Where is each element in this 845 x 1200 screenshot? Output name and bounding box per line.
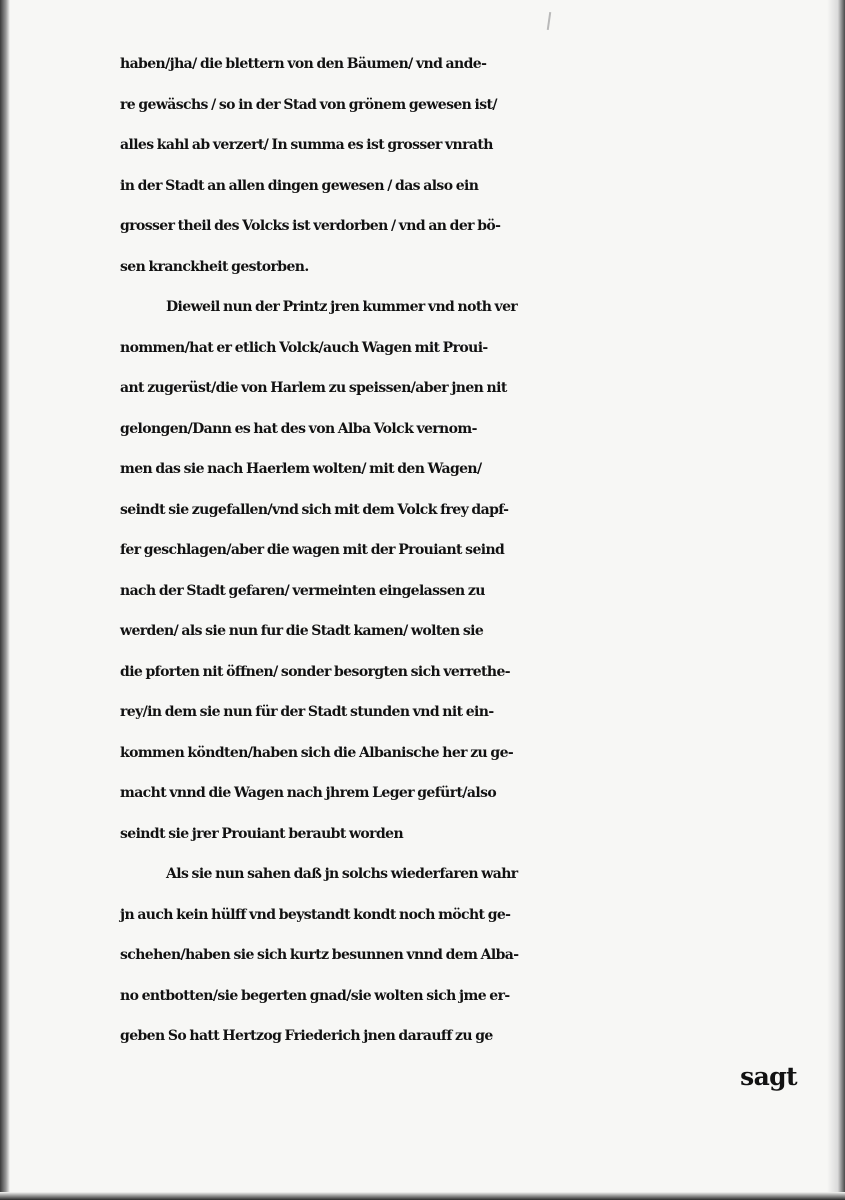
text-line: re gewäschs / so in der Stad von grönem gewesen ist/ [120,96,497,113]
text-line: gelongen/Dann es hat des von Alba Volck vernom- [120,420,477,437]
text-line: rey/in dem sie nun für der Stadt stunden vnd nit ein- [120,704,494,720]
paragraph-start-line: Dieweil nun der Printz jren kummer vnd noth ver [166,299,518,315]
page-gutter-shadow [0,0,10,1200]
text-line: in der Stadt an allen dingen gewesen / das also ein [120,177,479,194]
text-line: kommen köndten/haben sich die Albanische her zu ge- [120,744,514,761]
paper-mark [547,12,551,30]
text-line: ant zugerüst/die von Harlem zu speissen/aber jnen nit [120,380,507,396]
text-line: schehen/haben sie sich kurtz besunnen vnnd dem Alba- [120,947,519,963]
text-line: nommen/hat er etlich Volck/auch Wagen mit Proui- [120,339,488,356]
paragraph-start-line: Als sie nun sahen daß jn solchs wiederfaren wahr [166,866,518,882]
text-line: nach der Stadt gefaren/ vermeinten eingelassen zu [120,582,485,599]
text-line: alles kahl ab verzert/ In summa es ist grosser vnrath [120,137,493,153]
text-line: no entbotten/sie begerten gnad/sie wolten sich jme er- [120,987,510,1004]
text-line: fer geschlagen/aber die wagen mit der Prouiant seind [120,542,505,558]
page-edge-shadow [827,0,845,1200]
text-line: werden/ als sie nun fur die Stadt kamen/ wolten sie [120,623,484,639]
text-line: jn auch kein hülff vnd beystandt kondt noch möcht ge- [120,906,511,923]
text-line: haben/jha/ die blettern von den Bäumen/ vnd ande- [120,56,487,72]
text-line: seindt sie jrer Prouiant beraubt worden [120,825,404,842]
page-bottom-shadow [0,1192,845,1200]
text-line: men das sie nach Haerlem wolten/ mit den Wagen/ [120,461,482,477]
text-line: seindt sie zugefallen/vnd sich mit dem Volck frey dapf- [120,501,509,518]
text-line: grosser theil des Volcks ist verdorben / vnd an der bö- [120,218,501,234]
catchword: sagt [740,1061,797,1091]
text-line: geben So hatt Hertzog Friederich jnen darauff zu ge [120,1028,493,1044]
text-line: sen kranckheit gestorben. [120,258,309,275]
text-line: die pforten nit öffnen/ sonder besorgten sich verrethe- [120,663,511,680]
text-block [120,44,825,1097]
text-line: macht vnnd die Wagen nach jhrem Leger gefürt/also [120,785,497,801]
